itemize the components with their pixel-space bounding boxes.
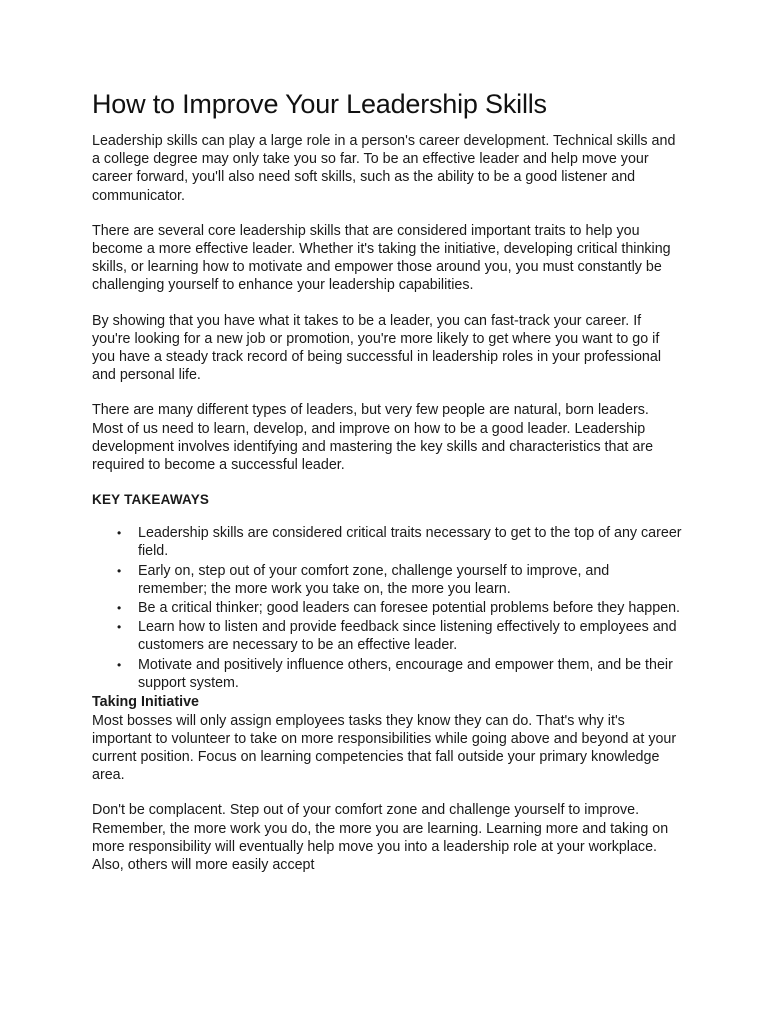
bullet-icon: • — [117, 563, 122, 578]
intro-paragraph-1: Leadership skills can play a large role in a person's career development. Technical skills and a college degree may only take you so far. To be an effective leader and help move your career forward, you'll also need soft skills, such as the ability to be a good listener and communicator. — [92, 133, 676, 204]
intro-paragraph-3: By showing that you have what it takes to be a leader, you can fast-track your career. If you're looking for a new job or promotion, you're more likely to get where you want to go if you have a steady track record of being successful in leadership roles in your professional and personal life. — [92, 312, 662, 384]
intro-paragraph-2: There are several core leadership skills that are considered important traits to help you become a more effective leader. Whether it's taking the initiative, developing critical thinking skills, or learning how to motivate and empower those around you, you must constantly be challenging yourself to enhance your leadership capabilities. — [92, 222, 671, 294]
list-item — [117, 656, 682, 692]
document-page — [92, 86, 682, 891]
bullet-icon: • — [117, 601, 122, 616]
list-item-text: Learn how to listen and provide feedback since listening effectively to employees and customers are necessary to be an effective leader. — [138, 619, 677, 654]
key-takeaways-heading: KEY TAKEAWAYS — [92, 492, 210, 508]
intro-paragraph-4: There are many different types of leaders, but very few people are natural, born leaders. Most of us need to learn, develop, and improve on how to be a good leader. Leadership development involves identifying and mastering the key skills and characteristics that are required to become a successful leader. — [92, 402, 654, 474]
page-title: How to Improve Your Leadership Skills — [92, 89, 547, 119]
section-paragraph-2: Don't be complacent. Step out of your comfort zone and challenge yourself to improve. Remember, the more work you do, the more you are learning. Learning more and taking on more responsibility will eventually help move you into a leadership role at your workplace. Also, others will more easily accept — [92, 802, 669, 873]
list-item — [117, 599, 682, 617]
section-heading: Taking Initiative — [92, 694, 199, 711]
list-item-text: Be a critical thinker; good leaders can foresee potential problems before they happen. — [138, 600, 681, 617]
key-takeaways-list — [92, 524, 682, 692]
list-item-text: Motivate and positively influence others, encourage and empower them, and be their support system. — [138, 656, 673, 691]
section-paragraph-1: Most bosses will only assign employees tasks they know they can do. That's why it's important to volunteer to take on more responsibilities while going above and beyond at your current position. Focus on learning competencies that fall outside your primary knowledge area. — [92, 712, 677, 784]
list-item — [117, 562, 682, 598]
bullet-icon: • — [117, 526, 122, 541]
list-item-text: Early on, step out of your comfort zone, challenge yourself to improve, and remember; the more work you take on, the more you learn. — [138, 562, 610, 597]
list-item — [117, 524, 682, 560]
bullet-icon: • — [117, 620, 122, 635]
list-item — [117, 618, 682, 654]
bullet-icon: • — [117, 657, 122, 672]
list-item-text: Leadership skills are considered critical traits necessary to get to the top of any career field. — [138, 525, 682, 560]
